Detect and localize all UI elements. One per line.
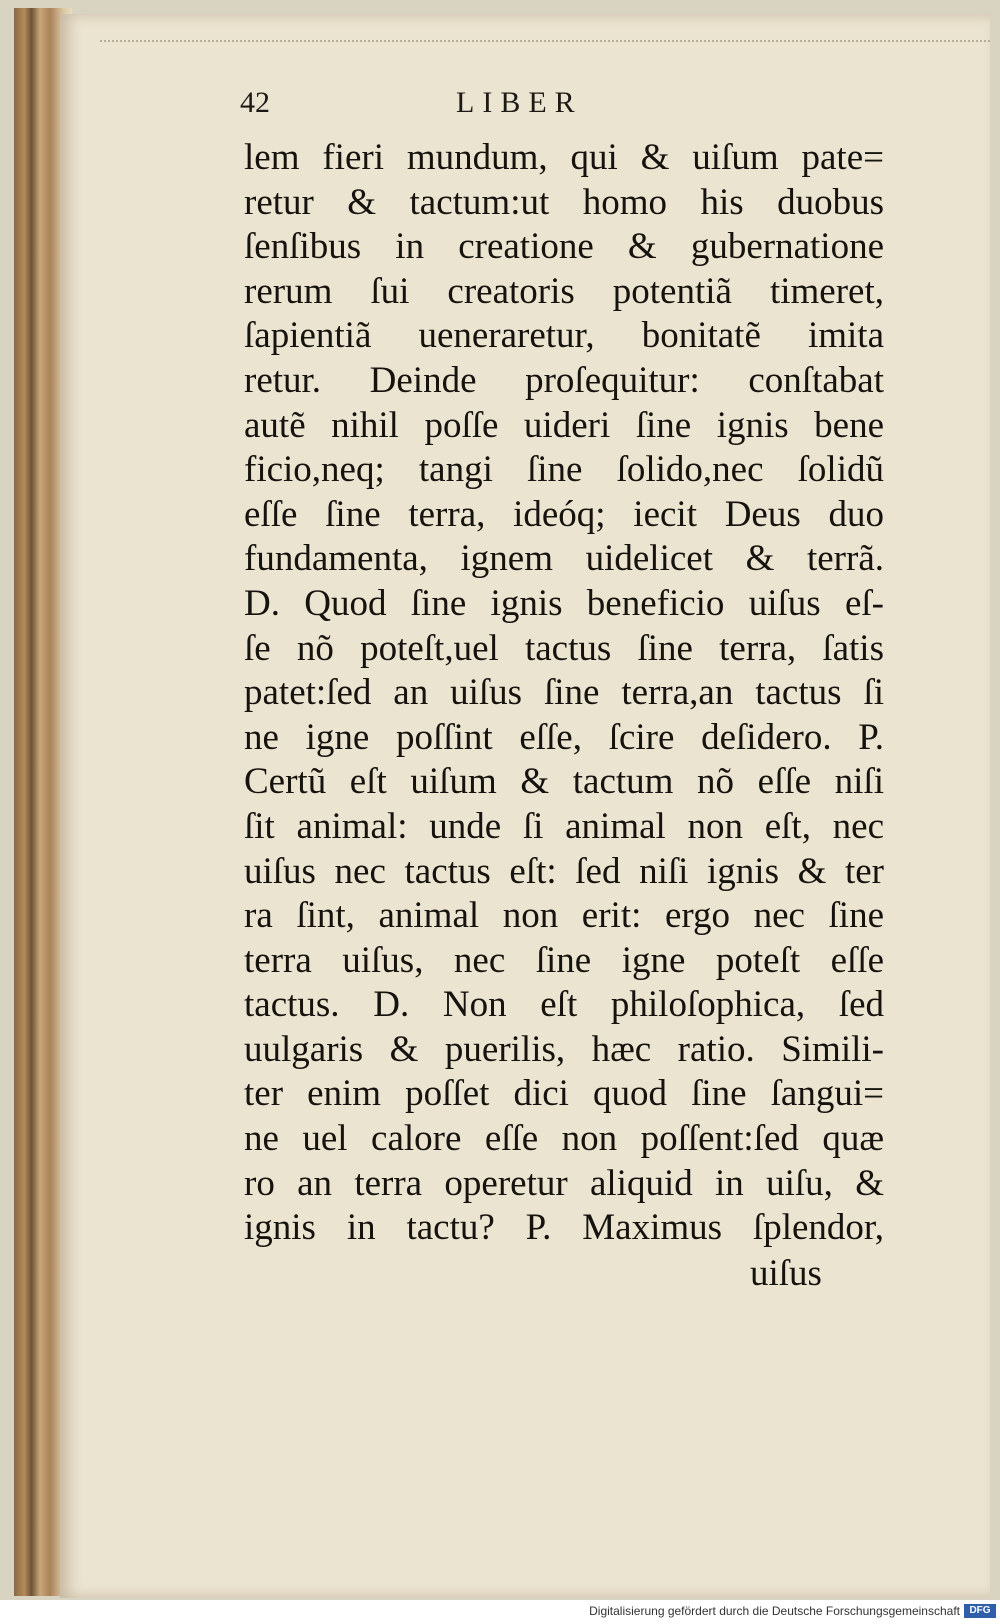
- text-line: eſſe ſine terra, ideóq; iecit Deus duo: [244, 493, 884, 535]
- text-line: ficio,neq; tangi ſine ſolido,nec ſolidũ: [244, 449, 884, 491]
- digitization-footer: [0, 1600, 1000, 1624]
- text-line: terra uiſus, nec ſine igne poteſt eſſe: [244, 939, 884, 981]
- text-line: retur. Deinde proſequitur: conſtabat: [244, 359, 884, 401]
- page-number: 42: [240, 86, 270, 119]
- text-line: ra ſint, animal non erit: ergo nec ſine: [244, 895, 884, 937]
- text-line: ſapientiã ueneraretur, bonitatẽ imita: [244, 315, 884, 357]
- text-line: ſenſibus in creatione & gubernatione: [244, 226, 884, 268]
- text-line: tactus. D. Non eſt philoſophica, ſed: [244, 984, 884, 1026]
- funding-credit: Digitalisierung gefördert durch die Deutsche Forschungsgemeinschaft: [589, 1604, 960, 1618]
- page-header: [240, 86, 840, 132]
- text-line: fundamenta, ignem uidelicet & terrã.: [244, 538, 884, 580]
- text-line: uulgaris & puerilis, hæc ratio. Simili-: [244, 1028, 884, 1070]
- text-block: [244, 136, 884, 1251]
- text-line: ro an terra operetur aliquid in uiſu, &: [244, 1162, 884, 1204]
- text-line: patet:ſed an uiſus ſine terra,an tactus ſi: [244, 672, 884, 714]
- page-edge-marks: [100, 40, 990, 48]
- text-line: retur & tactum:ut homo his duobus: [244, 181, 884, 223]
- text-line: D. Quod ſine ignis beneficio uiſus eſ-: [244, 582, 884, 624]
- text-line: ſit animal: unde ſi animal non eſt, nec: [244, 805, 884, 847]
- text-line: autẽ nihil poſſe uideri ſine ignis bene: [244, 404, 884, 446]
- text-line: rerum ſui creatoris potentiã timeret,: [244, 270, 884, 312]
- text-line: ne igne poſſint eſſe, ſcire deſidero. P.: [244, 716, 884, 758]
- text-line: ignis in tactu? P. Maximus ſplendor,: [244, 1207, 884, 1249]
- catchword: uiſus: [750, 1253, 822, 1294]
- text-line: Certũ eſt uiſum & tactum nõ eſſe niſi: [244, 761, 884, 803]
- text-line: uiſus nec tactus eſt: ſed niſi ignis & ter: [244, 850, 884, 892]
- running-title: LIBER: [456, 86, 583, 119]
- dfg-logo-icon: DFG: [964, 1604, 996, 1618]
- text-line: ſe nõ poteſt,uel tactus ſine terra, ſatis: [244, 627, 884, 669]
- text-line: lem fieri mundum, qui & uiſum pate=: [244, 137, 884, 178]
- text-line: ne uel calore eſſe non poſſent:ſed quæ: [244, 1118, 884, 1160]
- text-line: ter enim poſſet dici quod ſine ſangui=: [244, 1073, 884, 1115]
